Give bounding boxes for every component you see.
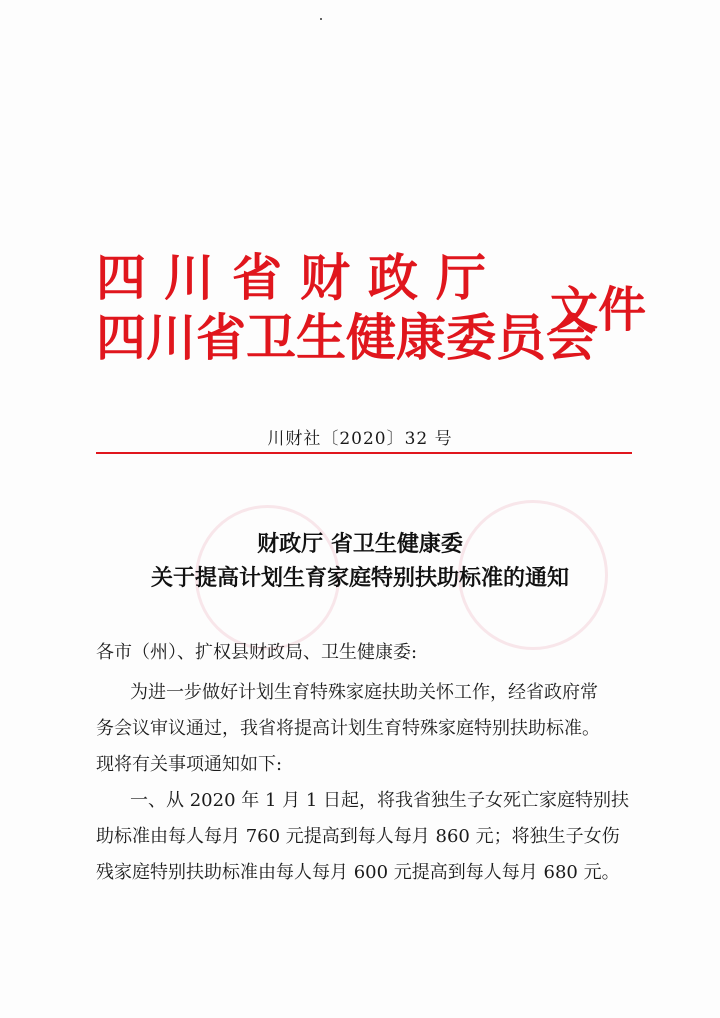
issuer-finance-department: 四川省财政厅 — [96, 248, 504, 307]
paragraph-2-line-1: 一、从 2020 年 1 月 1 日起，将我省独生子女死亡家庭特别扶 — [130, 790, 630, 811]
paragraph-2-line-2: 助标准由每人每月 760 元提高到每人每月 860 元；将独生子女伤 — [96, 826, 620, 847]
document-title-line-1: 财政厅 省卫生健康委 — [257, 532, 463, 557]
red-separator-line — [96, 452, 632, 454]
document-title-line-2: 关于提高计划生育家庭特别扶助标准的通知 — [150, 566, 569, 591]
document-number: 川财社〔2020〕32 号 — [267, 429, 453, 449]
addressee: 各市（州）、扩权县财政局、卫生健康委: — [96, 642, 418, 663]
document-suffix: 文件 — [550, 282, 647, 338]
scan-speck — [320, 18, 322, 20]
paragraph-1-line-2: 务会议审议通过，我省将提高计划生育特殊家庭特别扶助标准。 — [96, 718, 600, 739]
paragraph-1-line-1: 为进一步做好计划生育特殊家庭扶助关怀工作，经省政府常 — [130, 682, 598, 703]
issuer-health-commission: 四川省卫生健康委员会 — [96, 308, 596, 367]
paragraph-1-line-3: 现将有关事项通知如下: — [96, 754, 283, 775]
paragraph-2-line-3: 残家庭特别扶助标准由每人每月 600 元提高到每人每月 680 元。 — [96, 862, 620, 883]
red-header — [96, 250, 656, 370]
